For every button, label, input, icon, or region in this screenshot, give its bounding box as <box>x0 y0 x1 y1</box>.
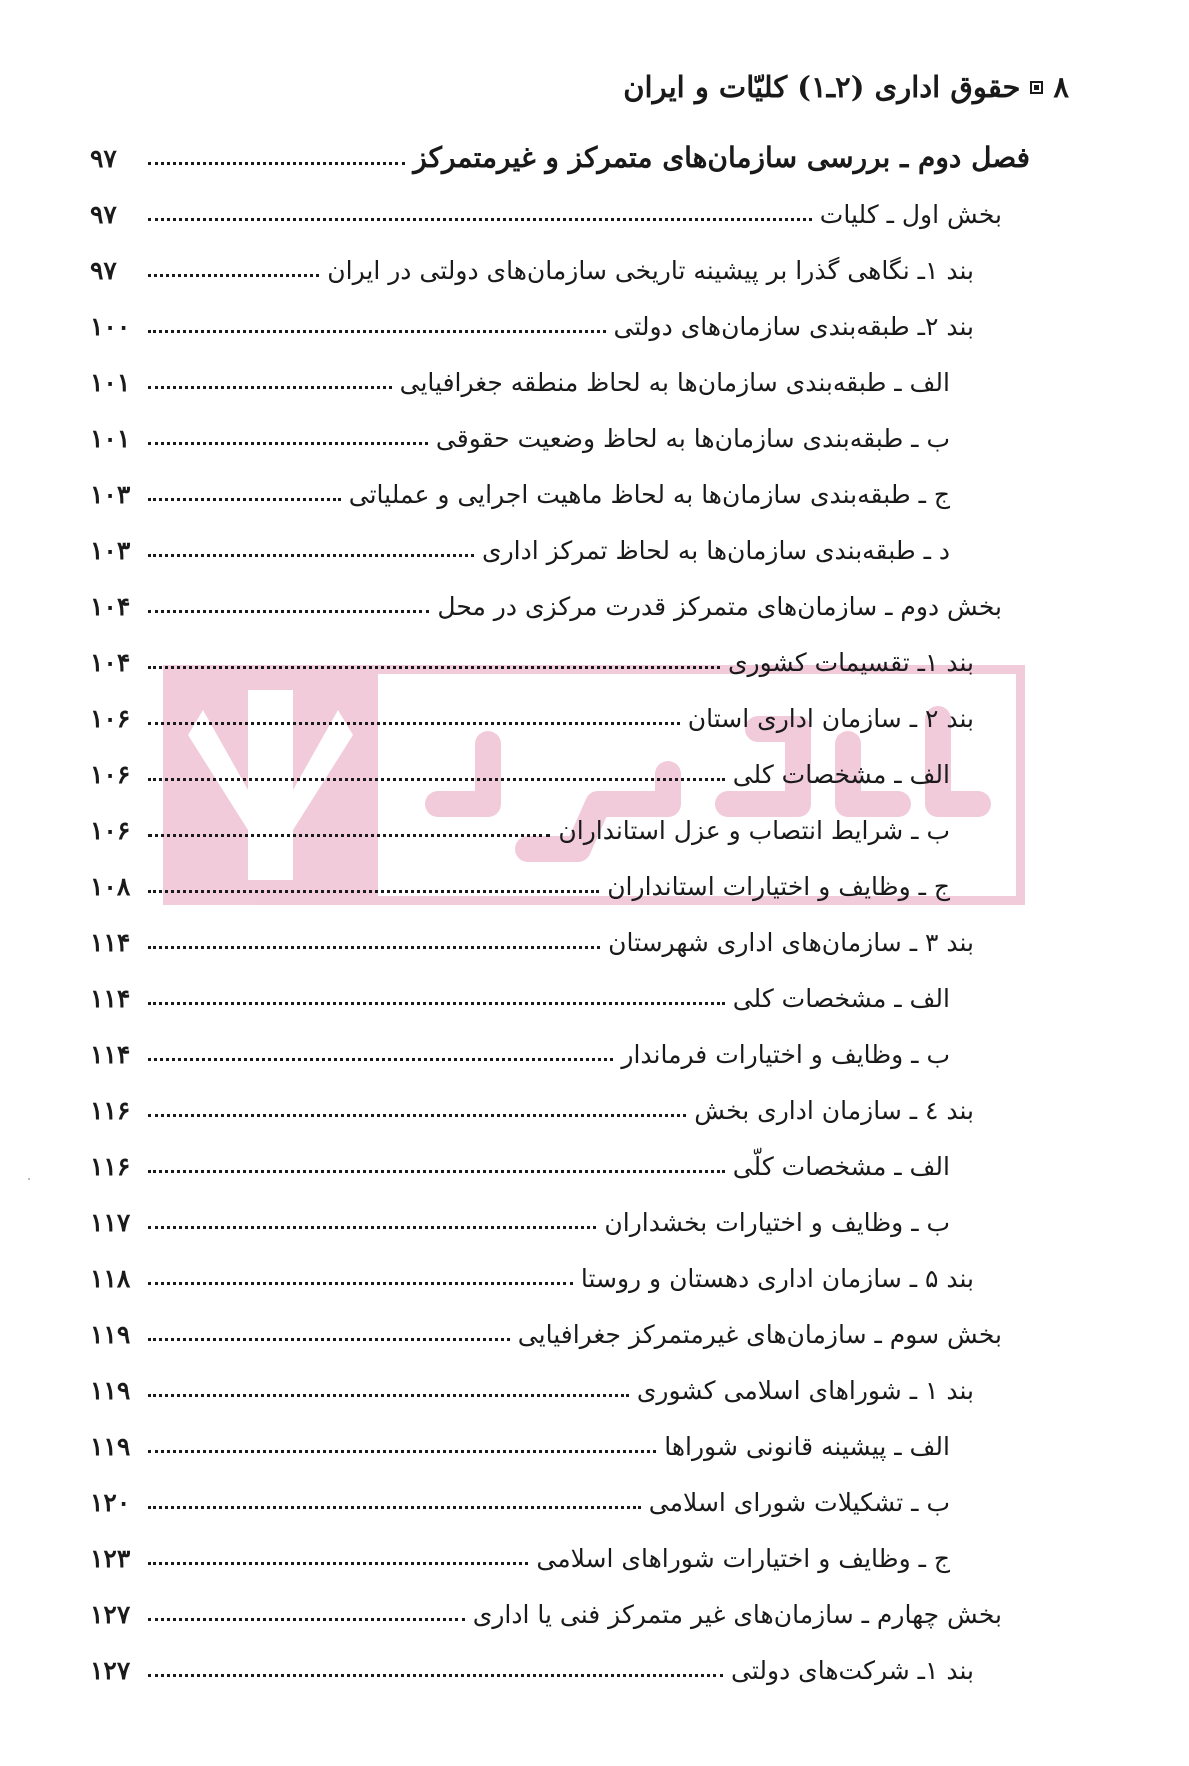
toc-entry-page: ۱۰۶ <box>90 759 131 789</box>
toc-entry <box>90 690 1030 746</box>
toc-entry <box>90 802 1030 858</box>
toc-entry-title: ب ـ شرایط انتصاب و عزل استانداران <box>558 815 950 845</box>
toc-entry-page: ۱۱۷ <box>90 1207 131 1237</box>
toc-entry-title: د ـ طبقه‌بندی سازمان‌ها به لحاظ تمرکز اداری <box>482 535 950 565</box>
toc-entry-page: ۱۰۳ <box>90 479 131 509</box>
dot-leader <box>148 1618 465 1621</box>
toc-entry <box>90 130 1030 186</box>
toc-entry <box>90 1082 1030 1138</box>
toc-entry <box>90 1586 1030 1642</box>
toc-entry-page: ۱۰۸ <box>90 871 131 901</box>
toc-entry-title: ب ـ تشکیلات شورای اسلامی <box>648 1487 950 1517</box>
toc-entry-page: ۱۰۴ <box>90 591 131 621</box>
toc-entry-page: ۱۱۴ <box>90 927 131 957</box>
dot-leader <box>148 890 599 893</box>
toc-entry-page: ۱۱۹ <box>90 1375 131 1405</box>
toc-entry-title: بند ۱ـ نگاهی گذرا بر پیشینه تاریخی سازمان‌های دولتی در ایران <box>327 255 974 285</box>
toc-entry-title: بخش سوم ـ سازمان‌های غیرمتمرکز جغرافیایی <box>517 1319 1002 1349</box>
table-of-contents <box>90 130 1030 1698</box>
toc-entry-title: فصل دوم ـ بررسی سازمان‌های متمرکز و غیرمتمرکز <box>413 141 1030 174</box>
dot-leader <box>148 1058 613 1061</box>
toc-entry <box>90 634 1030 690</box>
dot-leader <box>148 778 725 781</box>
toc-entry-title: ب ـ وظایف و اختیارات بخشداران <box>604 1207 950 1237</box>
dot-leader <box>148 946 600 949</box>
toc-entry-title: بند ۳ ـ سازمان‌های اداری شهرستان <box>608 927 974 957</box>
toc-entry-title: ج ـ طبقه‌بندی سازمان‌ها به لحاظ ماهیت اجرایی و عملیاتی <box>348 479 950 509</box>
toc-entry <box>90 1530 1030 1586</box>
toc-entry-title: بند ٤ ـ سازمان اداری بخش <box>694 1095 974 1125</box>
running-header <box>623 70 1069 104</box>
toc-entry-page: ۱۲۰ <box>90 1487 131 1517</box>
toc-entry-title: ب ـ وظایف و اختیارات فرماندار <box>621 1039 950 1069</box>
toc-entry-title: بخش اول ـ کلیات <box>819 199 1002 229</box>
dot-leader <box>148 1282 573 1285</box>
toc-entry <box>90 746 1030 802</box>
toc-entry-title: بند ۱ـ تقسیمات کشوری <box>727 647 974 677</box>
dot-leader <box>148 834 550 837</box>
toc-entry <box>90 354 1030 410</box>
dot-leader <box>148 1450 656 1453</box>
header-page-number: ۸ <box>1053 70 1069 104</box>
dot-leader <box>148 386 392 389</box>
dot-leader <box>148 1562 528 1565</box>
toc-entry-page: ۱۱۹ <box>90 1431 131 1461</box>
dot-leader <box>148 554 474 557</box>
toc-entry-title: بخش دوم ـ سازمان‌های متمرکز قدرت مرکزی در محل <box>437 591 1002 621</box>
toc-entry-page: ۱۱۶ <box>90 1151 131 1181</box>
toc-entry-title: بند ۲ ـ سازمان اداری استان <box>687 703 974 733</box>
toc-entry <box>90 242 1030 298</box>
toc-entry-title: بند ۵ ـ سازمان اداری دهستان و روستا <box>580 1263 974 1293</box>
dot-leader <box>148 1338 510 1341</box>
toc-entry-title: بند ۱ ـ شوراهای اسلامی کشوری <box>636 1375 974 1405</box>
dot-leader <box>148 1114 686 1117</box>
square-bullet-icon <box>1030 81 1043 94</box>
toc-entry <box>90 410 1030 466</box>
toc-entry-page: ۱۰۶ <box>90 703 131 733</box>
toc-entry-page: ۹۷ <box>90 143 117 173</box>
toc-entry-title: ب ـ طبقه‌بندی سازمان‌ها به لحاظ وضعیت حقوقی <box>435 423 950 453</box>
toc-entry <box>90 1418 1030 1474</box>
toc-entry-title: بخش چهارم ـ سازمان‌های غیر متمرکز فنی یا اداری <box>472 1599 1002 1629</box>
toc-entry-title: بند ۲ـ طبقه‌بندی سازمان‌های دولتی <box>613 311 974 341</box>
dot-leader <box>148 162 405 165</box>
toc-entry-title: الف ـ طبقه‌بندی سازمان‌ها به لحاظ منطقه جغرافیایی <box>399 367 950 397</box>
toc-entry-title: الف ـ مشخصات کلّی <box>732 1151 950 1181</box>
dot-leader <box>148 1506 641 1509</box>
toc-entry <box>90 1026 1030 1082</box>
dot-leader <box>148 722 680 725</box>
toc-entry-page: ۱۱۴ <box>90 1039 131 1069</box>
toc-entry-title: الف ـ مشخصات کلی <box>732 759 950 789</box>
toc-entry-page: ۱۰۳ <box>90 535 131 565</box>
toc-entry <box>90 858 1030 914</box>
toc-entry-page: ۹۷ <box>90 199 117 229</box>
toc-entry <box>90 522 1030 578</box>
toc-entry <box>90 1474 1030 1530</box>
toc-entry-page: ۱۱۸ <box>90 1263 131 1293</box>
dot-leader <box>148 218 812 221</box>
toc-entry-page: ۹۷ <box>90 255 117 285</box>
dot-leader <box>148 330 606 333</box>
toc-entry-title: الف ـ پیشینه قانونی شوراها <box>664 1431 950 1461</box>
toc-entry-title: ج ـ وظایف و اختیارات شوراهای اسلامی <box>536 1543 950 1573</box>
toc-entry-page: ۱۲۷ <box>90 1655 131 1685</box>
scan-speck <box>28 1178 30 1180</box>
toc-entry <box>90 1306 1030 1362</box>
toc-entry-title: الف ـ مشخصات کلی <box>732 983 950 1013</box>
toc-entry <box>90 466 1030 522</box>
toc-entry-page: ۱۰۶ <box>90 815 131 845</box>
dot-leader <box>148 1674 723 1677</box>
toc-entry-page: ۱۱۹ <box>90 1319 131 1349</box>
toc-entry-title: بند ۱ـ شرکت‌های دولتی <box>731 1655 974 1685</box>
toc-entry-page: ۱۰۱ <box>90 367 131 397</box>
toc-entry-page: ۱۱۴ <box>90 983 131 1013</box>
dot-leader <box>148 610 429 613</box>
toc-entry <box>90 970 1030 1026</box>
toc-entry <box>90 1362 1030 1418</box>
dot-leader <box>148 1170 725 1173</box>
dot-leader <box>148 498 341 501</box>
toc-entry-title: ج ـ وظایف و اختیارات استانداران <box>607 871 950 901</box>
dot-leader <box>148 274 319 277</box>
toc-entry <box>90 1194 1030 1250</box>
toc-entry-page: ۱۲۷ <box>90 1599 131 1629</box>
dot-leader <box>148 442 428 445</box>
toc-entry-page: ۱۰۰ <box>90 311 131 341</box>
toc-entry-page: ۱۲۳ <box>90 1543 131 1573</box>
dot-leader <box>148 666 720 669</box>
dot-leader <box>148 1002 725 1005</box>
toc-entry <box>90 1642 1030 1698</box>
toc-entry <box>90 298 1030 354</box>
dot-leader <box>148 1394 629 1397</box>
toc-entry-page: ۱۰۴ <box>90 647 131 677</box>
toc-entry-page: ۱۱۶ <box>90 1095 131 1125</box>
toc-entry <box>90 186 1030 242</box>
dot-leader <box>148 1226 596 1229</box>
toc-entry <box>90 914 1030 970</box>
toc-entry-page: ۱۰۱ <box>90 423 131 453</box>
toc-entry <box>90 1250 1030 1306</box>
toc-entry <box>90 578 1030 634</box>
header-title: حقوق اداری (۲ـ۱) کلیّات و ایران <box>623 70 1021 104</box>
toc-entry <box>90 1138 1030 1194</box>
